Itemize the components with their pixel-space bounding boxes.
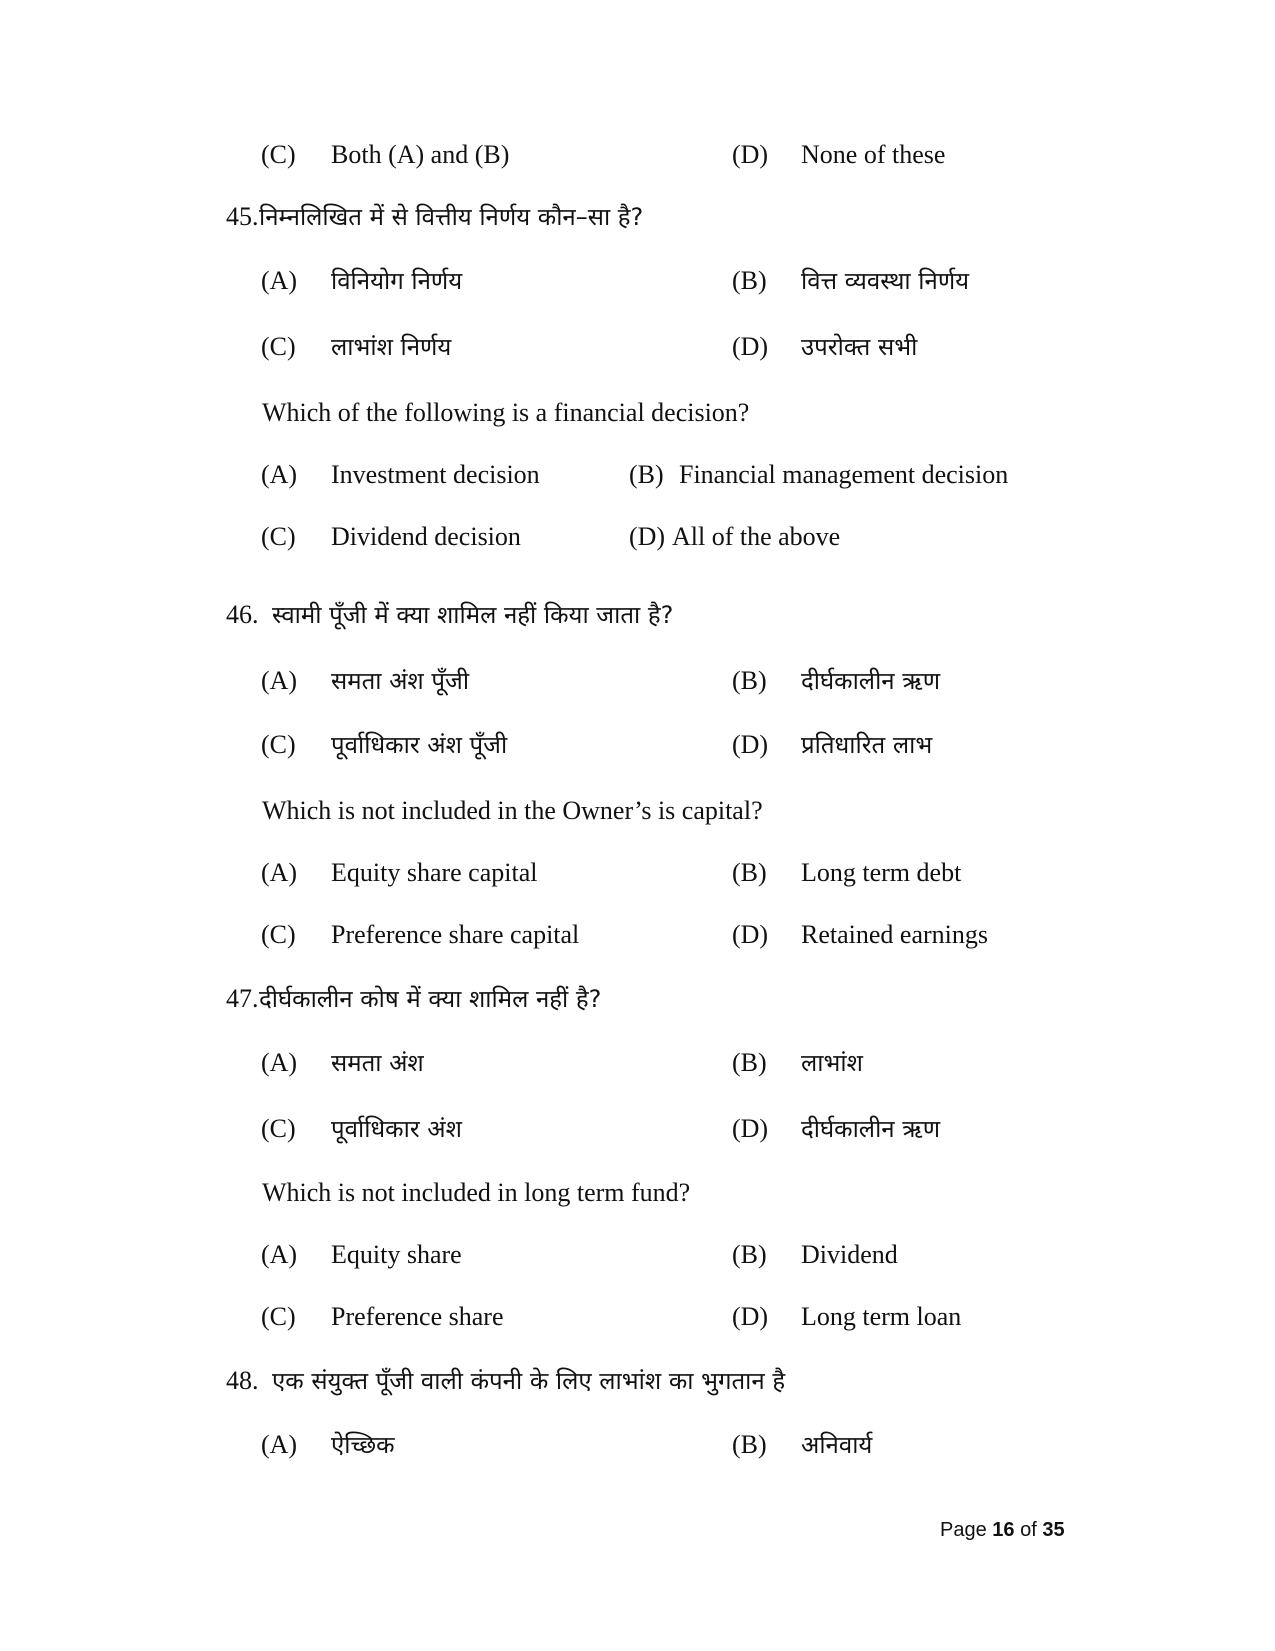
- option-text: Both (A) and (B): [331, 140, 510, 169]
- option-label: (C): [261, 332, 296, 361]
- question-text-english: Which of the following is a financial decision?: [262, 398, 750, 427]
- option-label: (D): [732, 730, 769, 759]
- option-text: All of the above: [672, 522, 841, 551]
- option-label: (B): [732, 1240, 767, 1269]
- option-label: (C): [261, 522, 296, 551]
- option-text: Investment decision: [331, 460, 540, 489]
- option-label: (B): [629, 460, 664, 489]
- option-text: दीर्घकालीन ऋण: [801, 1115, 941, 1143]
- option-text: विनियोग निर्णय: [331, 267, 463, 295]
- option-label: (D): [732, 140, 769, 169]
- option-label: (B): [732, 666, 767, 695]
- option-text: ऐच्छिक: [331, 1431, 395, 1459]
- question-text-english: Which is not included in the Owner’s is capital?: [262, 796, 763, 825]
- option-text: प्रतिधारित लाभ: [801, 731, 933, 759]
- option-text: लाभांश: [801, 1049, 863, 1077]
- option-text: पूर्वाधिकार अंश: [331, 1115, 462, 1143]
- total-pages-number: 35: [1042, 1519, 1065, 1541]
- question-number: 46.: [226, 600, 259, 629]
- question-text-hindi: दीर्घकालीन कोष में क्या शामिल नहीं है?: [259, 985, 602, 1013]
- option-label: (A): [261, 858, 298, 887]
- option-label: (A): [261, 1240, 298, 1269]
- option-label: (C): [261, 1114, 296, 1143]
- option-label: (D): [732, 1302, 769, 1331]
- option-text: पूर्वाधिकार अंश पूँजी: [331, 731, 508, 759]
- option-text: Long term loan: [801, 1302, 962, 1331]
- option-text: वित्त व्यवस्था निर्णय: [801, 267, 970, 295]
- option-label: (A): [261, 1048, 298, 1077]
- option-label: (B): [732, 266, 767, 295]
- question-number: 47.: [226, 984, 259, 1013]
- option-label: (C): [261, 920, 296, 949]
- option-label: (B): [732, 1048, 767, 1077]
- option-text: Retained earnings: [801, 920, 988, 949]
- option-label: (D): [732, 920, 769, 949]
- page-word: Page: [940, 1519, 987, 1541]
- question-number: 45.: [226, 202, 259, 231]
- option-text: लाभांश निर्णय: [331, 333, 452, 361]
- option-text: उपरोक्त सभी: [801, 333, 918, 361]
- option-label: (B): [732, 858, 767, 887]
- option-label: (A): [261, 266, 298, 295]
- option-text: Preference share: [331, 1302, 504, 1331]
- option-label: (C): [261, 730, 296, 759]
- option-text: None of these: [801, 140, 946, 169]
- option-text: Dividend decision: [331, 522, 521, 551]
- option-label: (B): [732, 1430, 767, 1459]
- option-label: (D): [732, 332, 769, 361]
- question-text-english: Which is not included in long term fund?: [262, 1178, 691, 1207]
- of-word: of: [1020, 1519, 1037, 1541]
- option-label: (C): [261, 140, 296, 169]
- option-text: समता अंश: [331, 1049, 424, 1077]
- option-label: (C): [261, 1302, 296, 1331]
- question-text-hindi: निम्नलिखित में से वित्तीय निर्णय कौन–सा है?: [259, 203, 644, 231]
- current-page-number: 16: [992, 1519, 1015, 1541]
- option-text: Equity share: [331, 1240, 462, 1269]
- option-label: (D): [732, 1114, 769, 1143]
- option-text: समता अंश पूँजी: [331, 667, 470, 695]
- option-text: Equity share capital: [331, 858, 538, 887]
- option-text: अनिवार्य: [801, 1431, 873, 1459]
- option-text: Financial management decision: [679, 460, 1009, 489]
- option-text: दीर्घकालीन ऋण: [801, 667, 941, 695]
- question-text-hindi: एक संयुक्त पूँजी वाली कंपनी के लिए लाभांश का भुगतान है: [272, 1367, 786, 1395]
- option-label: (A): [261, 1430, 298, 1459]
- option-text: Dividend: [801, 1240, 898, 1269]
- question-number: 48.: [226, 1366, 259, 1395]
- page-footer: [940, 1516, 1065, 1544]
- option-label: (A): [261, 460, 298, 489]
- question-text-hindi: स्वामी पूँजी में क्या शामिल नहीं किया जाता है?: [272, 601, 674, 629]
- option-label: (A): [261, 666, 298, 695]
- option-text: Preference share capital: [331, 920, 580, 949]
- option-label: (D): [629, 522, 666, 551]
- option-text: Long term debt: [801, 858, 962, 887]
